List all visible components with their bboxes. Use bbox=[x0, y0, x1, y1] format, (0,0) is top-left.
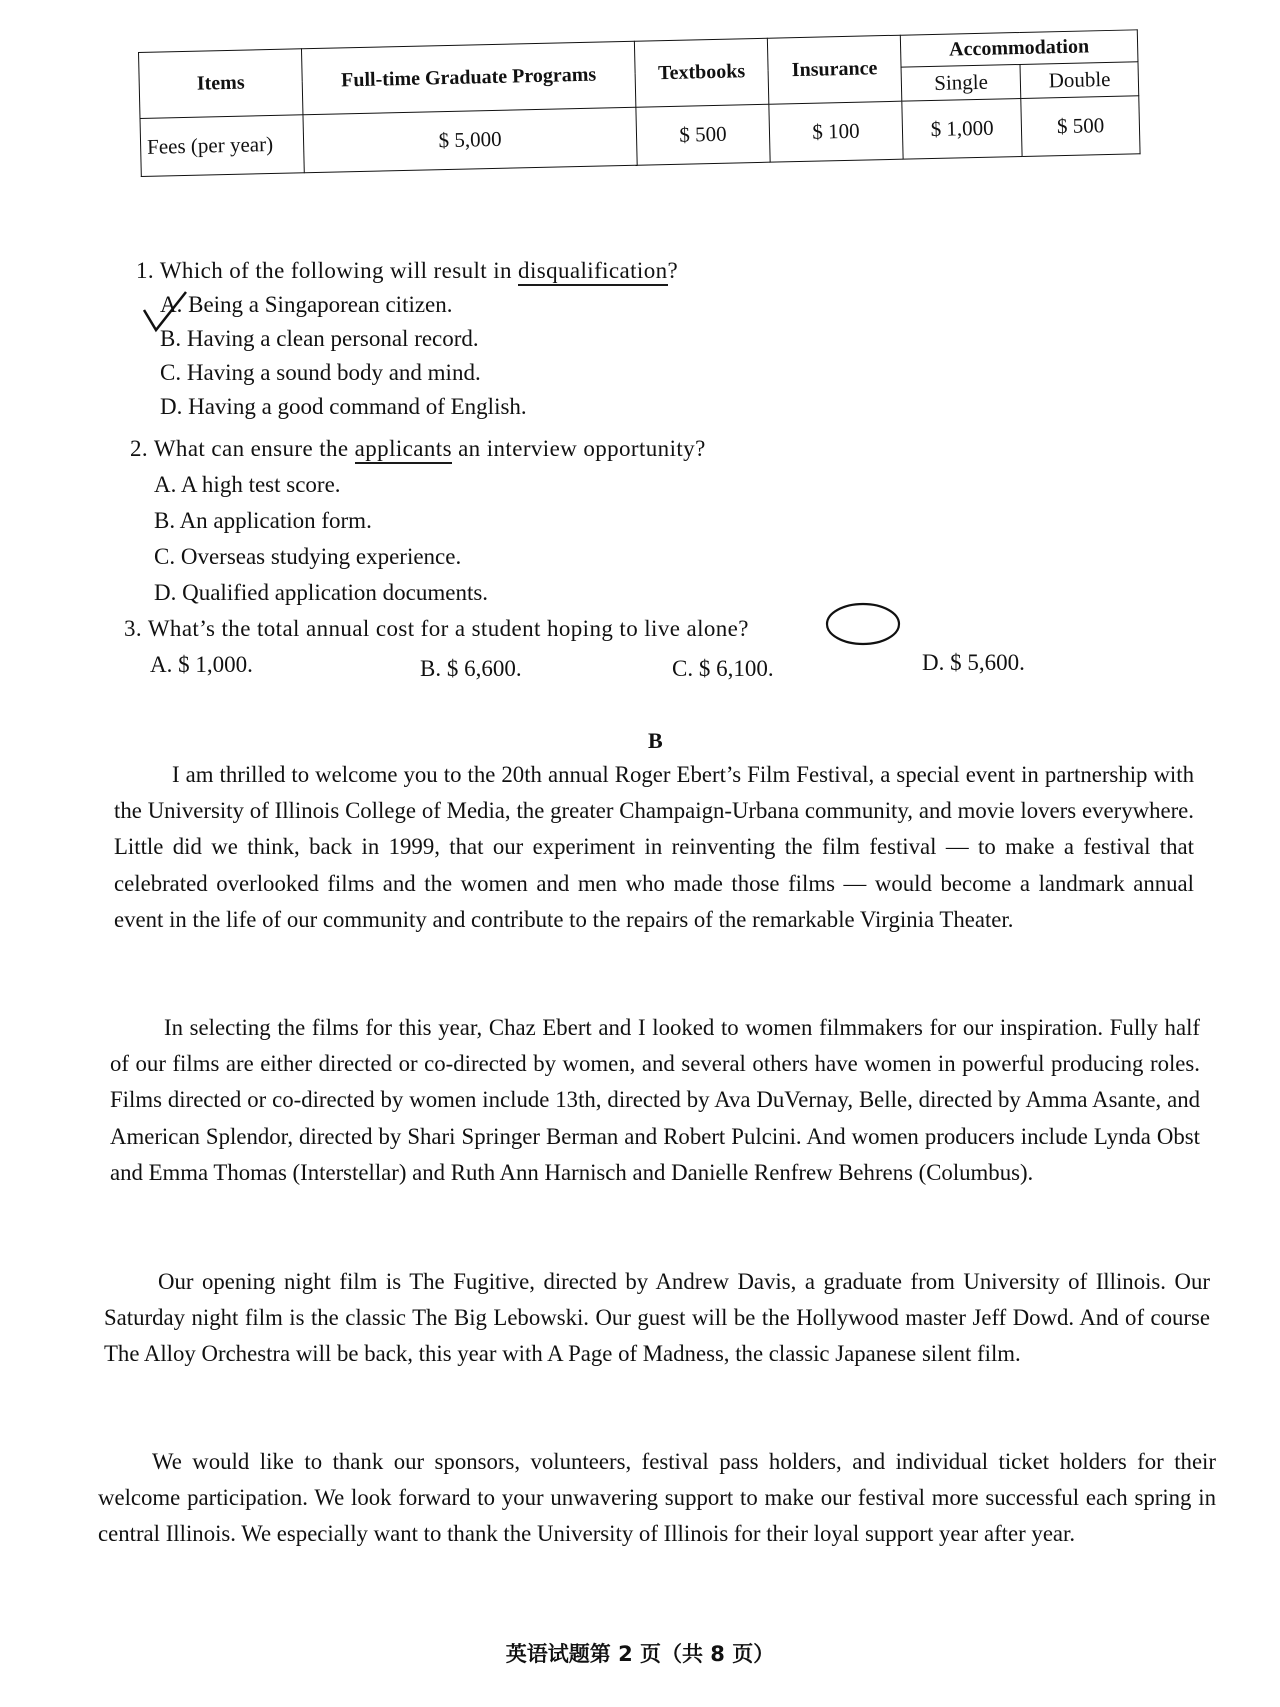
header-textbooks: Textbooks bbox=[634, 38, 768, 107]
question-2-option-c: C. Overseas studying experience. bbox=[154, 544, 462, 569]
question-2-stem bbox=[130, 436, 706, 462]
question-stem-text: Which of the following will result in bbox=[159, 258, 519, 283]
passage-paragraph-1: I am thrilled to welcome you to the 20th annual Roger Ebert’s Film Festival, a special event in partnership with the University of Illinois College of Media, the greater Champaign-Urbana community, and movie lovers everywhere. Little did we think, back in 1999, that our experiment in reinventing the film festival — to make a festival that celebrated overlooked films and the women and men who made those films — would become a landmark annual event in the life of our community and contribute to the repairs of the remarkable Virginia Theater. bbox=[114, 762, 1194, 932]
cell-programs: $ 5,000 bbox=[303, 107, 637, 173]
page-footer: 英语试题第 2 页（共 8 页） bbox=[505, 1642, 775, 1666]
question-stem-text: What’s the total annual cost for a student hoping to live alone? bbox=[147, 616, 749, 641]
question-1-option-b: B. Having a clean personal record. bbox=[160, 326, 479, 351]
row-label: Fees (per year) bbox=[140, 115, 304, 177]
cell-single: $ 1,000 bbox=[902, 98, 1023, 159]
question-3-option-d: D. $ 5,600. bbox=[922, 650, 1025, 675]
question-3-option-a: A. $ 1,000. bbox=[150, 652, 253, 677]
question-number: 2. bbox=[130, 436, 149, 461]
cell-insurance: $ 100 bbox=[769, 101, 903, 162]
header-items: Items bbox=[139, 49, 303, 119]
header-programs: Full-time Graduate Programs bbox=[301, 41, 635, 115]
question-stem-text: What can ensure the bbox=[153, 436, 355, 461]
header-double: Double bbox=[1020, 62, 1138, 99]
header-insurance: Insurance bbox=[767, 35, 901, 104]
question-1-option-d: D. Having a good command of English. bbox=[160, 394, 527, 419]
question-number: 3. bbox=[124, 616, 143, 641]
question-2-option-a: A. A high test score. bbox=[154, 472, 341, 497]
header-single: Single bbox=[901, 64, 1021, 101]
cell-double: $ 500 bbox=[1021, 96, 1140, 157]
question-2-option-b: B. An application form. bbox=[154, 508, 372, 533]
question-stem-underlined: disqualification bbox=[518, 258, 667, 286]
cell-textbooks: $ 500 bbox=[636, 104, 770, 165]
question-3-option-c: C. $ 6,100. bbox=[672, 656, 774, 681]
question-number: 1. bbox=[136, 258, 155, 283]
fee-table bbox=[138, 29, 1141, 177]
passage-title: B bbox=[648, 728, 663, 753]
handwritten-circle-icon bbox=[823, 600, 903, 648]
passage-paragraph-3: Our opening night film is The Fugitive, directed by Andrew Davis, a graduate from University of Illinois. Our Saturday night film is the classic The Big Lebowski. Our guest will be the Hollywood master Jeff Dowd. And of course The Alloy Orchestra will be back, this year with A Page of Madness, the classic Japanese silent film. bbox=[104, 1269, 1210, 1367]
question-1-stem bbox=[136, 258, 678, 284]
question-1-option-a: A. Being a Singaporean citizen. bbox=[160, 292, 453, 317]
question-2-option-d: D. Qualified application documents. bbox=[154, 580, 489, 605]
question-3-stem bbox=[124, 616, 749, 642]
question-3-option-b: B. $ 6,600. bbox=[420, 656, 522, 681]
header-accommodation: Accommodation bbox=[900, 30, 1138, 67]
handwritten-check-mark-icon bbox=[142, 290, 190, 334]
question-stem-text: ? bbox=[667, 258, 679, 283]
question-1-option-c: C. Having a sound body and mind. bbox=[160, 360, 481, 385]
question-stem-underlined: applicants bbox=[355, 436, 452, 464]
passage-paragraph-2: In selecting the films for this year, Chaz Ebert and I looked to women filmmakers for our inspiration. Fully half of our films are either directed or co-directed by women, and several others have women in powerful producing roles. Films directed or co-directed by women include 13th, directed by Ava DuVernay, Belle, directed by Amma Asante, and American Splendor, directed by Shari Springer Berman and Robert Pulcini. And women producers include Lynda Obst and Emma Thomas (Interstellar) and Ruth Ann Harnisch and Danielle Renfrew Behrens (Columbus). bbox=[110, 1015, 1200, 1185]
question-stem-text: an interview opportunity? bbox=[451, 436, 706, 461]
passage-paragraph-4: We would like to thank our sponsors, volunteers, festival pass holders, and individual ticket holders for their welcome participation. We look forward to your unwavering support to make our festival more successful each spring in central Illinois. We especially want to thank the University of Illinois for their loyal support year after year. bbox=[98, 1449, 1216, 1547]
